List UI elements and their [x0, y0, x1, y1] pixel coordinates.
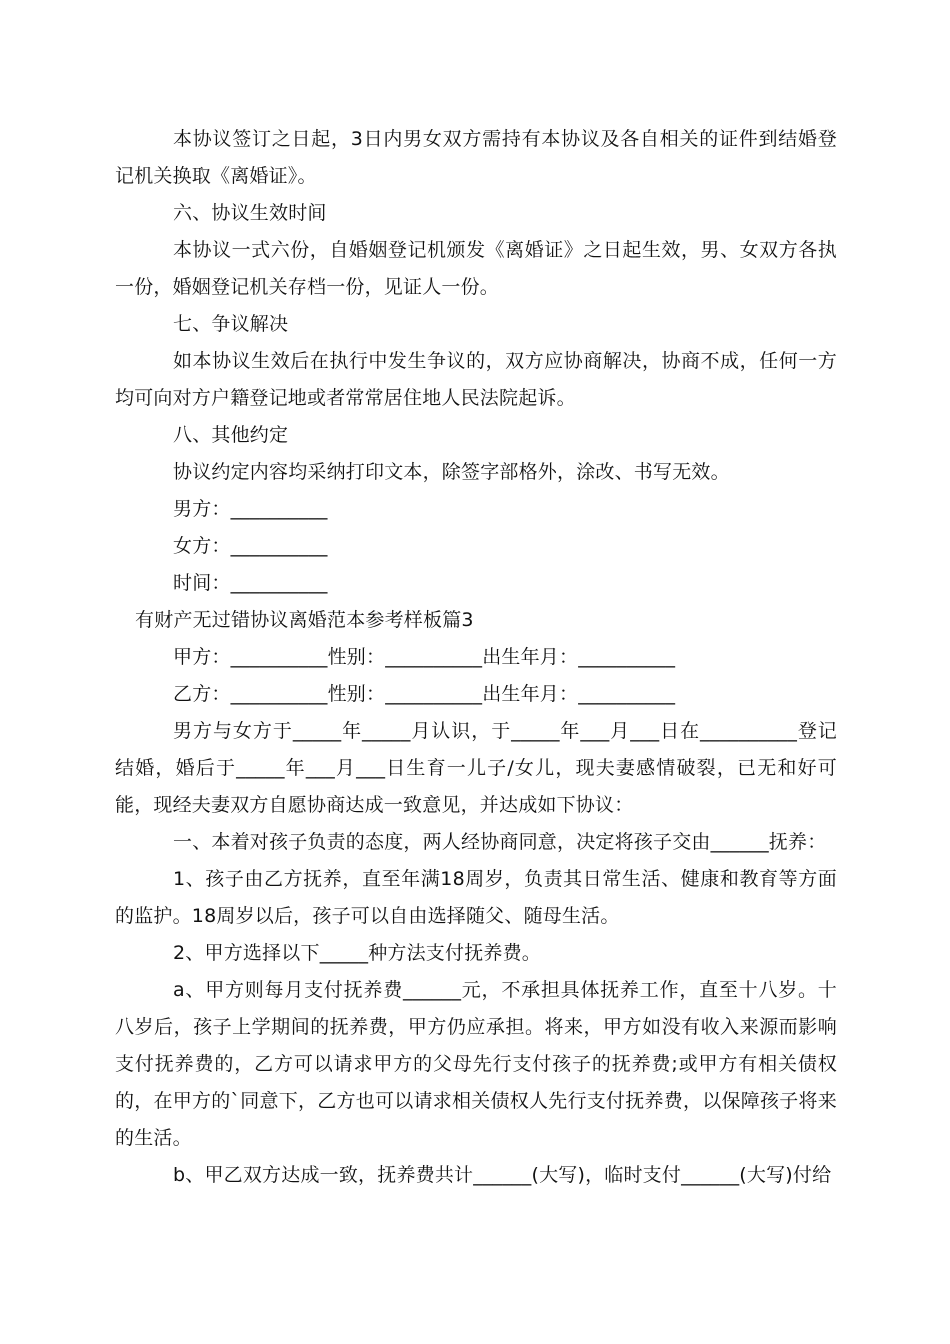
paragraph-custody-decision: 一、本着对孩子负责的态度，两人经协商同意，决定将孩子交由______抚养： [173, 831, 827, 853]
paragraph-custody-detail: 1、孩子由乙方抚养，直至年满18周岁，负责其日常生活、健康和教育等方面的监护。18周岁以后，孩子可以自由选择随父、随母生活。 [115, 868, 837, 927]
signature-line-male: 男方：__________ [173, 498, 328, 520]
section-heading-other: 八、其他约定 [173, 424, 289, 446]
section-heading-effective-time: 六、协议生效时间 [173, 202, 327, 224]
paragraph-payment-method: 2、甲方选择以下_____种方法支付抚养费。 [173, 942, 541, 964]
paragraph-copies: 本协议一式六份，自婚姻登记机颁发《离婚证》之日起生效，男、女双方各执一份，婚姻登记机关存档一份，见证人一份。 [115, 239, 837, 298]
paragraph-dispute: 如本协议生效后在执行中发生争议的，双方应协商解决，协商不成，任何一方均可向对方户籍登记地或者常常居住地人民法院起诉。 [115, 350, 837, 409]
document-title-part-3: 有财产无过错协议离婚范本参考样板篇3 [135, 609, 474, 631]
signature-line-date: 时间：__________ [173, 572, 328, 594]
section-heading-dispute: 七、争议解决 [173, 313, 289, 335]
paragraph-payment-option-b: b、甲乙双方达成一致，抚养费共计______(大写)，临时支付______(大写)付给 [173, 1164, 832, 1186]
document-body [115, 121, 837, 1194]
paragraph-payment-option-a: a、甲方则每月支付抚养费______元，不承担具体抚养工作，直至十八岁。十八岁后，孩子上学期间的抚养费，甲方仍应承担。将来，甲方如没有收入来源而影响支付抚养费的，乙方可以请求甲方的父母先行支付孩子的抚养费;或甲方有相关债权的，在甲方的`同意下，乙方也可以请求相关债权人先行支付抚养费，以保障孩子将来的生活。 [115, 979, 837, 1149]
paragraph-marriage-history: 男方与女方于_____年_____月认识，于_____年___月___日在__________登记结婚，婚后于_____年___月___日生育一儿子/女儿，现夫妻感情破裂，已无和好可能，现经夫妻双方自愿协商达成一致意见，并达成如下协议： [115, 720, 837, 816]
paragraph-certificate-exchange: 本协议签订之日起，3日内男女双方需持有本协议及各自相关的证件到结婚登记机关换取《离婚证》。 [115, 128, 837, 187]
signature-line-female: 女方：__________ [173, 535, 328, 557]
paragraph-other: 协议约定内容均采纳打印文本，除签字部格外，涂改、书写无效。 [173, 461, 730, 483]
party-a-info: 甲方：__________性别：__________出生年月：__________ [173, 646, 676, 668]
party-b-info: 乙方：__________性别：__________出生年月：__________ [173, 683, 676, 705]
